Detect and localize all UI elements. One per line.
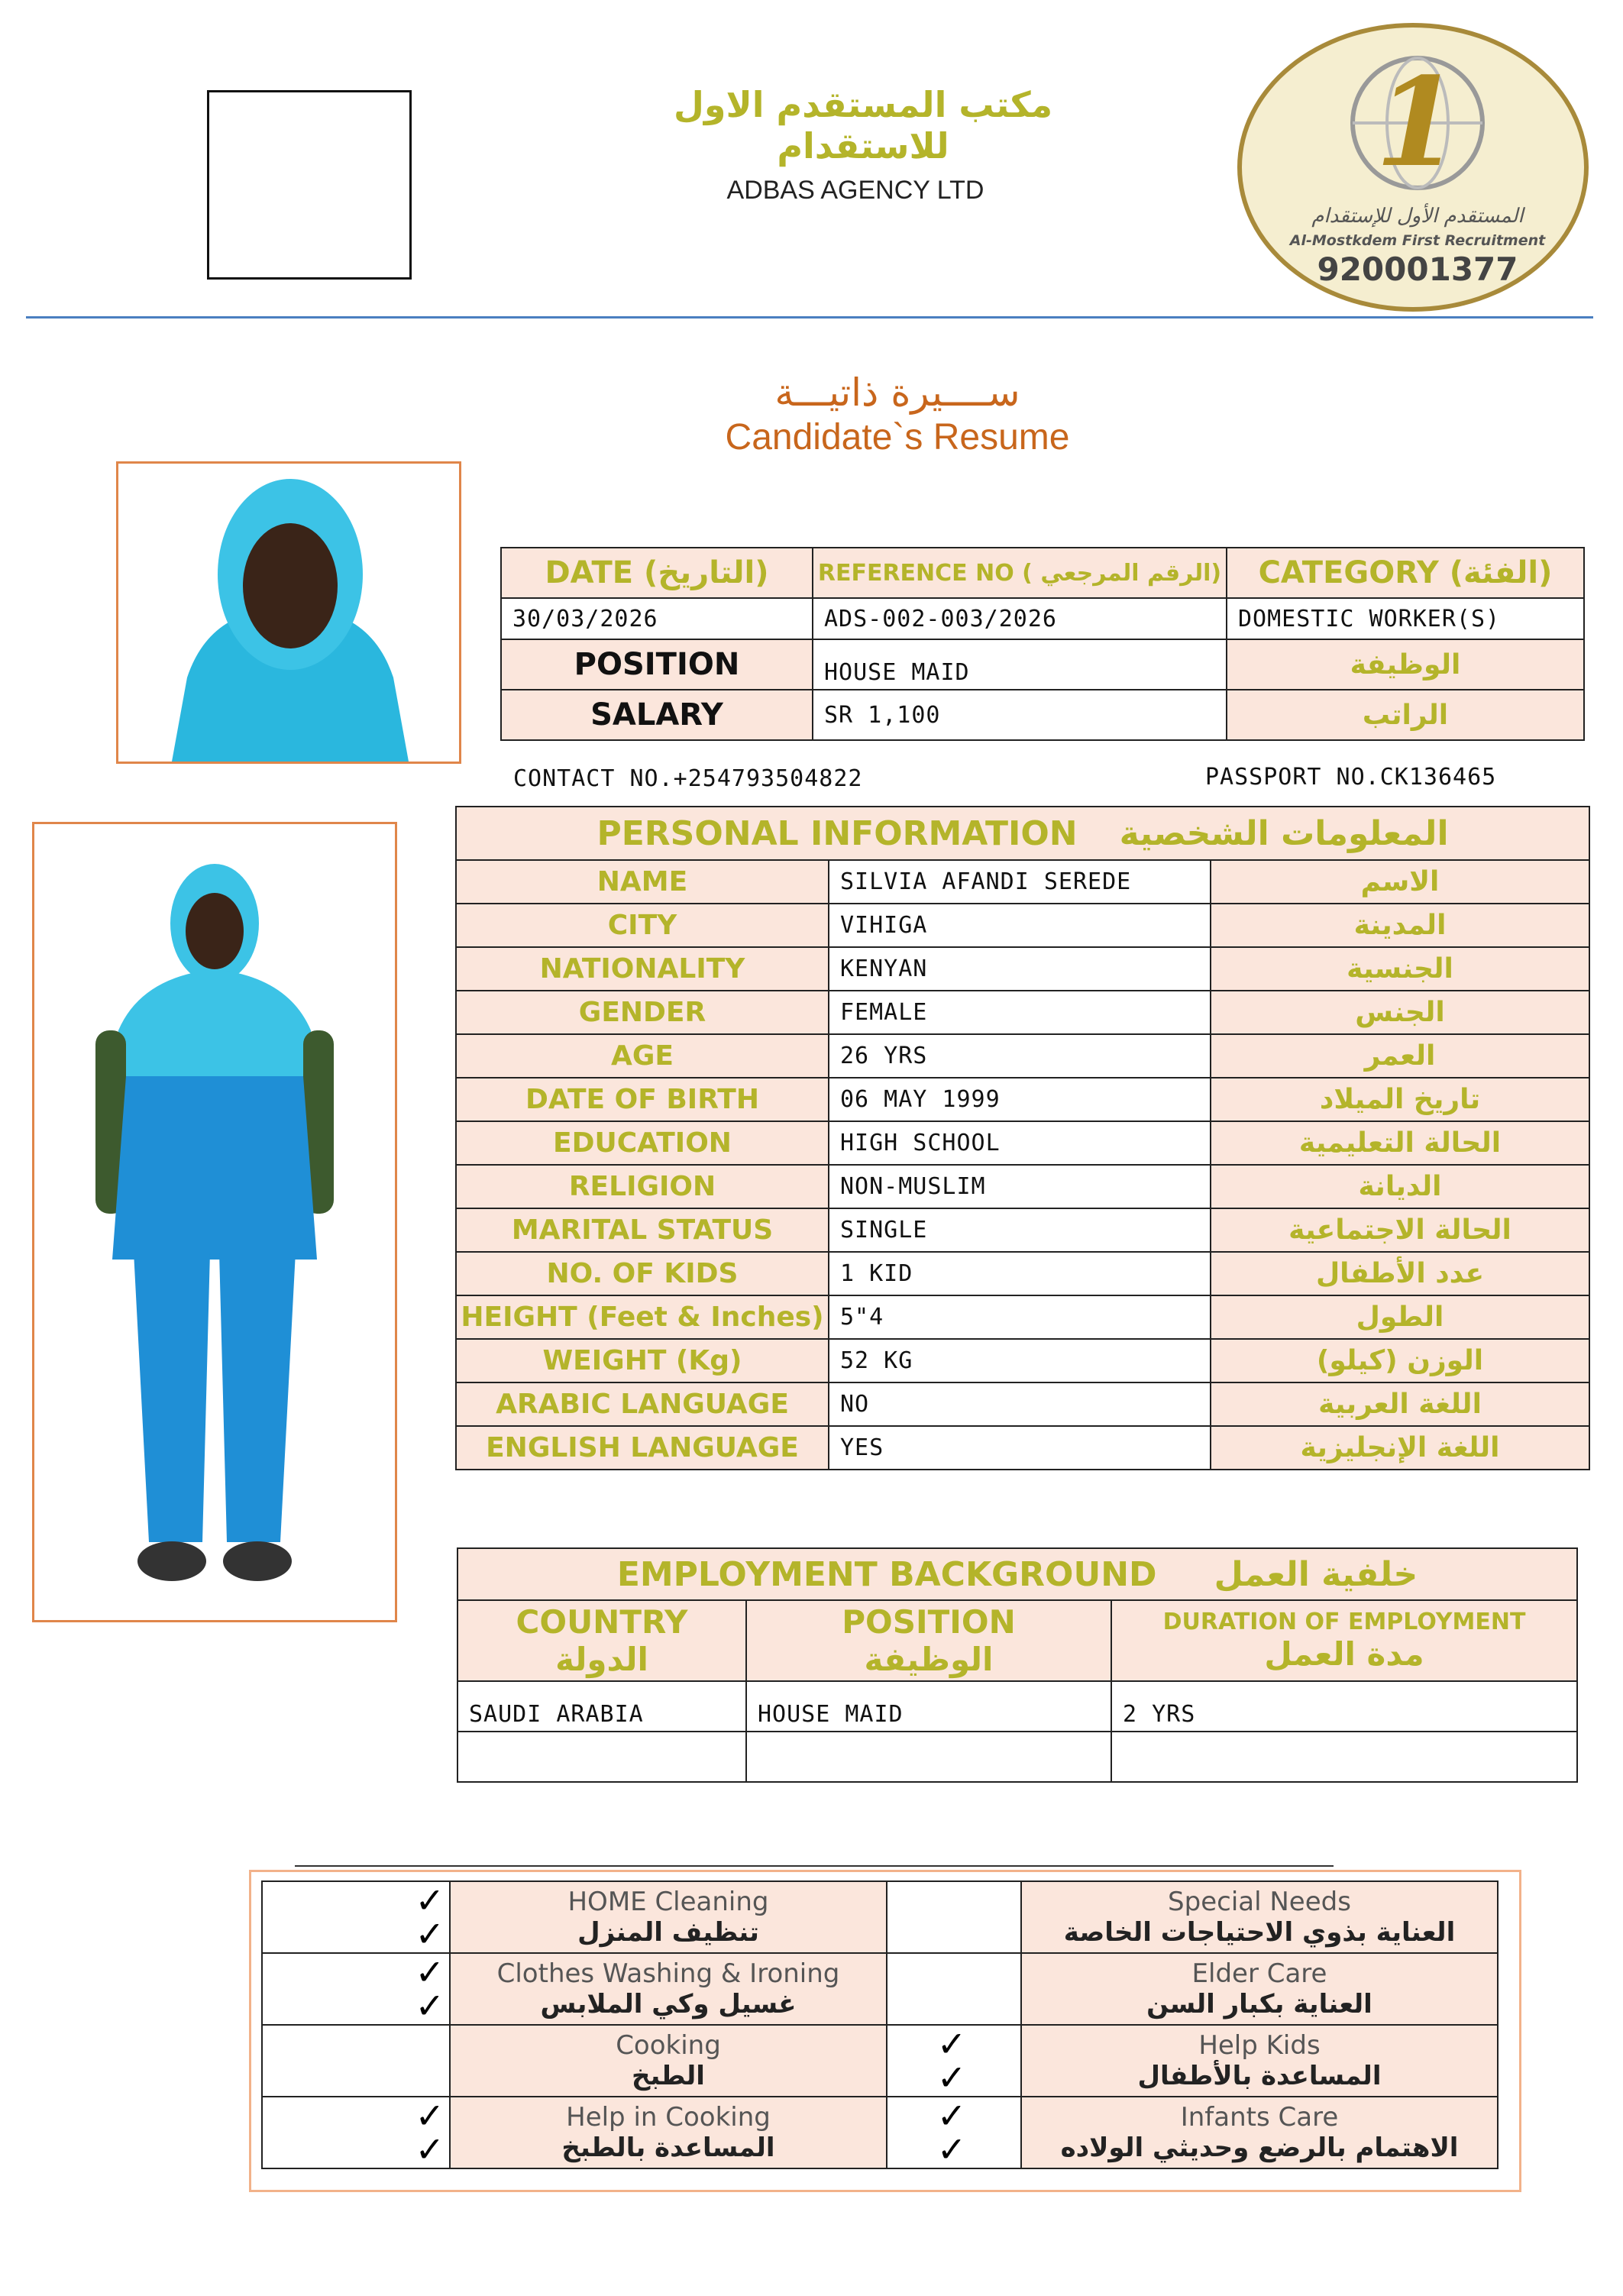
skill-left-check xyxy=(262,2097,450,2168)
personal-info-row xyxy=(456,1252,1589,1295)
skill-right-task xyxy=(1021,1881,1498,1953)
summary-table xyxy=(500,547,1585,741)
skill-left-task xyxy=(450,2025,887,2097)
photo-placeholder-box xyxy=(207,90,412,280)
field-value: SINGLE xyxy=(829,1208,1211,1252)
employment-row xyxy=(457,1732,1577,1782)
field-label: MARITAL STATUS xyxy=(456,1208,829,1252)
field-value: 5"4 xyxy=(829,1295,1211,1339)
field-value: HIGH SCHOOL xyxy=(829,1121,1211,1165)
date-value: 30/03/2026 xyxy=(501,598,813,639)
skill-left-task xyxy=(450,2097,887,2168)
field-label-arabic: اللغة العربية xyxy=(1211,1382,1589,1426)
skill-right-task-en: Help Kids xyxy=(1198,2030,1321,2061)
field-label: NAME xyxy=(456,860,829,904)
logo-phone: 920001377 xyxy=(1317,251,1518,288)
field-value: 26 YRS xyxy=(829,1034,1211,1078)
skill-row xyxy=(262,2097,1498,2168)
personal-info-row xyxy=(456,1339,1589,1382)
skill-row xyxy=(262,2025,1498,2097)
field-label: GENDER xyxy=(456,991,829,1034)
skill-right-task xyxy=(1021,1953,1498,2025)
field-label-arabic: الجنسية xyxy=(1211,947,1589,991)
skill-row xyxy=(262,1953,1498,2025)
field-label: NO. OF KIDS xyxy=(456,1252,829,1295)
reference-label: REFERENCE NO ( الرقم المرجعي) xyxy=(813,548,1227,598)
category-value: DOMESTIC WORKER(S) xyxy=(1227,598,1584,639)
col-duration-en: DURATION OF EMPLOYMENT xyxy=(1162,1609,1526,1635)
col-position-ar: الوظيفة xyxy=(864,1641,994,1678)
field-value: 52 KG xyxy=(829,1339,1211,1382)
checkmark-icon: ✓ xyxy=(415,2129,445,2170)
field-value: FEMALE xyxy=(829,991,1211,1034)
checkmark-icon: ✓ xyxy=(415,1880,445,1921)
skill-right-task-ar: الاهتمام بالرضع وحديثي الولاده xyxy=(1060,2133,1459,2163)
field-label-arabic: الحالة الاجتماعية xyxy=(1211,1208,1589,1252)
field-label-arabic: العمر xyxy=(1211,1034,1589,1078)
field-label: HEIGHT (Feet & Inches) xyxy=(456,1295,829,1339)
employment-row xyxy=(457,1681,1577,1732)
skill-left-task-en: Help in Cooking xyxy=(566,2102,771,2133)
employment-country: SAUDI ARABIA xyxy=(457,1681,746,1732)
salary-arabic: الراتب xyxy=(1227,690,1584,740)
agency-name: ADBAS AGENCY LTD xyxy=(726,176,984,205)
skill-left-task-ar: الطبخ xyxy=(632,2061,705,2091)
field-label: CITY xyxy=(456,904,829,947)
salary-label: SALARY xyxy=(501,690,813,740)
salary-value: SR 1,100 xyxy=(813,690,1227,740)
employment-position: HOUSE MAID xyxy=(746,1681,1111,1732)
skill-left-task-ar: تنظيف المنزل xyxy=(577,1917,759,1948)
date-label: DATE (التاريخ) xyxy=(501,548,813,598)
skill-right-task-en: Special Needs xyxy=(1168,1887,1351,1917)
logo-digit: 1 xyxy=(1375,50,1460,194)
skill-row xyxy=(262,1881,1498,1953)
employment-duration xyxy=(1111,1732,1577,1782)
field-value: 06 MAY 1999 xyxy=(829,1078,1211,1121)
col-duration xyxy=(1111,1600,1577,1681)
employment-table xyxy=(457,1547,1578,1783)
field-label-arabic: عدد الأطفال xyxy=(1211,1252,1589,1295)
skill-left-task-en: HOME Cleaning xyxy=(567,1887,769,1917)
title-arabic: ســــيرة ذاتيـــة xyxy=(774,370,1020,415)
company-logo xyxy=(1237,23,1589,312)
contact-number: CONTACT NO.+254793504822 xyxy=(513,765,863,792)
skills-divider xyxy=(295,1865,1334,1867)
personal-info-row xyxy=(456,991,1589,1034)
checkmark-icon: ✓ xyxy=(936,2129,967,2170)
employment-country xyxy=(457,1732,746,1782)
logo-arabic: المستقدم الأول للإستقدام xyxy=(1311,205,1524,228)
employment-position xyxy=(746,1732,1111,1782)
header-divider xyxy=(26,316,1593,319)
passport-number: PASSPORT NO.CK136465 xyxy=(1205,764,1497,791)
field-label-arabic: الطول xyxy=(1211,1295,1589,1339)
employment-title-ar: خلفية العمل xyxy=(1214,1554,1418,1594)
field-label: NATIONALITY xyxy=(456,947,829,991)
skill-left-task-ar: المساعدة بالطبخ xyxy=(561,2133,775,2163)
position-arabic: الوظيفة xyxy=(1227,639,1584,690)
skill-right-task-ar: العناية بذوي الاحتياجات الخاصة xyxy=(1063,1917,1456,1948)
personal-info-title-en: PERSONAL INFORMATION xyxy=(597,813,1078,853)
logo-english: Al-Mostkdem First Recruitment xyxy=(1289,232,1546,249)
field-label: AGE xyxy=(456,1034,829,1078)
headshot-photo xyxy=(116,461,461,764)
skill-right-task-ar: العناية بكبار السن xyxy=(1146,1989,1372,2020)
skill-right-task-en: Elder Care xyxy=(1191,1958,1327,1989)
personal-info-row xyxy=(456,947,1589,991)
skill-left-task xyxy=(450,1953,887,2025)
checkmark-icon: ✓ xyxy=(936,2023,967,2065)
col-country-en: COUNTRY xyxy=(516,1603,688,1641)
skill-left-task-en: Cooking xyxy=(616,2030,721,2061)
skill-right-task xyxy=(1021,2097,1498,2168)
personal-info-row xyxy=(456,860,1589,904)
employment-header xyxy=(457,1548,1577,1600)
field-value: SILVIA AFANDI SEREDE xyxy=(829,860,1211,904)
col-position xyxy=(746,1600,1111,1681)
skill-right-check xyxy=(887,2025,1021,2097)
personal-info-row xyxy=(456,1165,1589,1208)
full-body-image xyxy=(34,824,395,1620)
field-label: RELIGION xyxy=(456,1165,829,1208)
skill-right-check xyxy=(887,2097,1021,2168)
field-label-arabic: المدينة xyxy=(1211,904,1589,947)
field-label: DATE OF BIRTH xyxy=(456,1078,829,1121)
skill-left-check xyxy=(262,2025,450,2097)
position-value: HOUSE MAID xyxy=(813,639,1227,690)
category-label: CATEGORY (الفئة) xyxy=(1227,548,1584,598)
full-body-photo xyxy=(32,822,397,1622)
field-value: VIHIGA xyxy=(829,904,1211,947)
skill-right-task-en: Infants Care xyxy=(1180,2102,1339,2133)
checkmark-icon: ✓ xyxy=(936,2057,967,2098)
field-label-arabic: الاسم xyxy=(1211,860,1589,904)
office-arabic-name: مكتب المستقدم الاول للاستقدام xyxy=(673,84,1053,167)
field-label: ARABIC LANGUAGE xyxy=(456,1382,829,1426)
personal-info-row xyxy=(456,904,1589,947)
field-label-arabic: اللغة الإنجليزية xyxy=(1211,1426,1589,1470)
personal-info-row xyxy=(456,1426,1589,1470)
position-label: POSITION xyxy=(501,639,813,690)
personal-info-header xyxy=(456,807,1589,860)
headshot-image xyxy=(118,464,459,762)
skill-left-task xyxy=(450,1881,887,1953)
field-label: EDUCATION xyxy=(456,1121,829,1165)
col-country xyxy=(457,1600,746,1681)
field-value: NO xyxy=(829,1382,1211,1426)
field-label-arabic: الجنس xyxy=(1211,991,1589,1034)
skill-right-task xyxy=(1021,2025,1498,2097)
col-position-en: POSITION xyxy=(842,1603,1016,1641)
personal-info-row xyxy=(456,1034,1589,1078)
personal-info-row xyxy=(456,1121,1589,1165)
field-label-arabic: الديانة xyxy=(1211,1165,1589,1208)
employment-duration: 2 YRS xyxy=(1111,1681,1577,1732)
title-english: Candidate`s Resume xyxy=(725,417,1070,458)
employment-title-en: EMPLOYMENT BACKGROUND xyxy=(616,1554,1157,1594)
skill-right-task-ar: المساعدة بالأطفال xyxy=(1137,2061,1382,2091)
field-label-arabic: الحالة التعليمية xyxy=(1211,1121,1589,1165)
field-label: WEIGHT (Kg) xyxy=(456,1339,829,1382)
personal-info-row xyxy=(456,1382,1589,1426)
checkmark-icon: ✓ xyxy=(415,1985,445,2026)
skill-left-task-ar: غسيل وكي الملابس xyxy=(540,1989,797,2020)
personal-info-row xyxy=(456,1295,1589,1339)
field-label-arabic: الوزن (كيلو) xyxy=(1211,1339,1589,1382)
personal-info-row xyxy=(456,1078,1589,1121)
checkmark-icon: ✓ xyxy=(936,2095,967,2136)
col-country-ar: الدولة xyxy=(555,1641,648,1678)
checkmark-icon: ✓ xyxy=(415,1913,445,1955)
col-duration-ar: مدة العمل xyxy=(1264,1635,1424,1673)
skill-right-check xyxy=(887,1953,1021,2025)
field-value: NON-MUSLIM xyxy=(829,1165,1211,1208)
checkmark-icon: ✓ xyxy=(415,1952,445,1993)
personal-info-table xyxy=(455,806,1590,1470)
skill-left-check xyxy=(262,1953,450,2025)
skill-left-task-en: Clothes Washing & Ironing xyxy=(496,1958,840,1989)
skill-left-check xyxy=(262,1881,450,1953)
field-value: YES xyxy=(829,1426,1211,1470)
checkmark-icon: ✓ xyxy=(415,2095,445,2136)
personal-info-title-ar: المعلومات الشخصية xyxy=(1119,813,1449,853)
field-value: 1 KID xyxy=(829,1252,1211,1295)
skill-right-check xyxy=(887,1881,1021,1953)
field-label-arabic: تاريخ الميلاد xyxy=(1211,1078,1589,1121)
reference-value: ADS-002-003/2026 xyxy=(813,598,1227,639)
field-value: KENYAN xyxy=(829,947,1211,991)
skills-table xyxy=(261,1880,1499,2169)
field-label: ENGLISH LANGUAGE xyxy=(456,1426,829,1470)
personal-info-row xyxy=(456,1208,1589,1252)
